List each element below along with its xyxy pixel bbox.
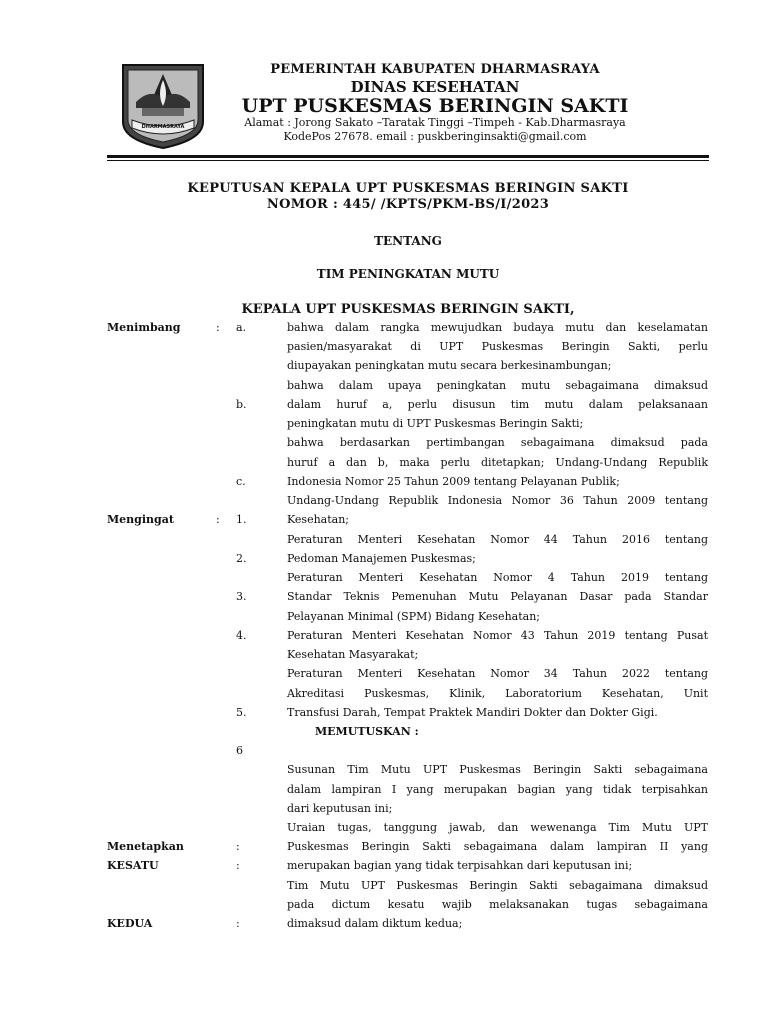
body-line: dalam lampiran I yang merupakan bagian yang tidak terpisahkan [287,783,708,796]
body-line: Susunan Tim Mutu UPT Puskesmas Beringin Sakti sebagaimana [287,763,708,776]
body-line: Pelayanan Minimal (SPM) Bidang Kesehatan; [287,610,540,623]
body-line: dimaksud dalam diktum kedua; [287,917,463,930]
colon: : [236,859,240,872]
government-name: PEMERINTAH KABUPATEN DHARMASRAYA [270,62,600,77]
body-line: Peraturan Menteri Kesehatan Nomor 44 Tahun 2016 tentang [287,533,708,546]
label-menetapkan: Menetapkan [107,840,184,853]
body-line: Pedoman Manajemen Puskesmas; [287,552,476,565]
header-rule-thick [107,155,709,158]
body-line: Undang-Undang Republik Indonesia Nomor 36 Tahun 2009 tentang [287,494,708,507]
header-rule-thin [107,160,709,161]
postal-email-line: KodePos 27678. email : puskberinginsakti@gmail.com [283,130,587,143]
body-line: Tim Mutu UPT Puskesmas Beringin Sakti sebagaimana dimaksud [287,879,708,892]
item-marker: a. [236,321,247,334]
label-kedua: KEDUA [107,917,153,930]
item-marker: 4. [236,629,247,642]
body-line: Peraturan Menteri Kesehatan Nomor 43 Tahun 2019 tentang Pusat [287,629,708,642]
colon: : [216,321,220,334]
body-line: Transfusi Darah, Tempat Praktek Mandiri Dokter dan Dokter Gigi. [287,706,658,719]
label-kesatu: KESATU [107,859,159,872]
body-line: Peraturan Menteri Kesehatan Nomor 4 Tahun 2019 tentang [287,571,708,584]
agency-name: DINAS KESEHATAN [350,78,520,96]
logo-label: DHARMASRAYA [141,124,185,130]
dharmasraya-logo [120,62,206,150]
body-line: Akreditasi Puskesmas, Klinik, Laboratorium Kesehatan, Unit [287,687,708,700]
body-line: huruf a dan b, maka perlu ditetapkan; Undang-Undang Republik [287,456,708,469]
colon: : [216,513,220,526]
item-marker: 3. [236,590,247,603]
address-line: Alamat : Jorong Sakato –Taratak Tinggi –Timpeh - Kab.Dharmasraya [244,116,626,129]
item-marker: 5. [236,706,247,719]
tentang-heading: TENTANG [374,234,442,248]
body-line: bahwa berdasarkan pertimbangan sebagaimana dimaksud pada [287,436,708,449]
body-line: bahwa dalam rangka mewujudkan budaya mutu dan keselamatan [287,321,708,334]
body-line: pasien/masyarakat di UPT Puskesmas Beringin Sakti, perlu [287,340,708,353]
body-line: diupayakan peningkatan mutu secara berkesinambungan; [287,359,612,372]
item-marker: 2. [236,552,247,565]
body-line: dari keputusan ini; [287,802,393,815]
body-line: Kesehatan; [287,513,349,526]
body-line: Puskesmas Beringin Sakti sebagaimana dalam lampiran II yang [287,840,708,853]
label-mengingat: Mengingat [107,513,174,526]
memutuskan-heading: MEMUTUSKAN : [315,725,419,738]
issuer-heading: KEPALA UPT PUSKESMAS BERINGIN SAKTI, [241,302,575,317]
item-marker: b. [236,398,247,411]
item-marker: c. [236,475,246,488]
decree-title: KEPUTUSAN KEPALA UPT PUSKESMAS BERINGIN SAKTI [187,181,629,196]
body-line: bahwa dalam upaya peningkatan mutu sebagaimana dimaksud [287,379,708,392]
colon: : [236,840,240,853]
body-line: Peraturan Menteri Kesehatan Nomor 34 Tahun 2022 tentang [287,667,708,680]
body-line: dalam huruf a, perlu disusun tim mutu dalam pelaksanaan [287,398,708,411]
body-line: merupakan bagian yang tidak terpisahkan dari keputusan ini; [287,859,633,872]
label-menimbang: Menimbang [107,321,181,334]
colon: : [236,917,240,930]
body-line: pada dictum kesatu wajib melaksanakan tugas sebagaimana [287,898,708,911]
decree-subject: TIM PENINGKATAN MUTU [316,267,500,281]
body-line: Uraian tugas, tanggung jawab, dan wewenanga Tim Mutu UPT [287,821,708,834]
body-line: Kesehatan Masyarakat; [287,648,419,661]
item-marker: 1. [236,513,247,526]
unit-name: UPT PUSKESMAS BERINGIN SAKTI [241,95,629,117]
body-line: Indonesia Nomor 25 Tahun 2009 tentang Pelayanan Publik; [287,475,620,488]
item-marker: 6 [236,744,243,757]
body-line: Standar Teknis Pemenuhan Mutu Pelayanan Dasar pada Standar [287,590,708,603]
body-line: peningkatan mutu di UPT Puskesmas Beringin Sakti; [287,417,584,430]
decree-number: NOMOR : 445/ /KPTS/PKM-BS/I/2023 [266,197,550,212]
